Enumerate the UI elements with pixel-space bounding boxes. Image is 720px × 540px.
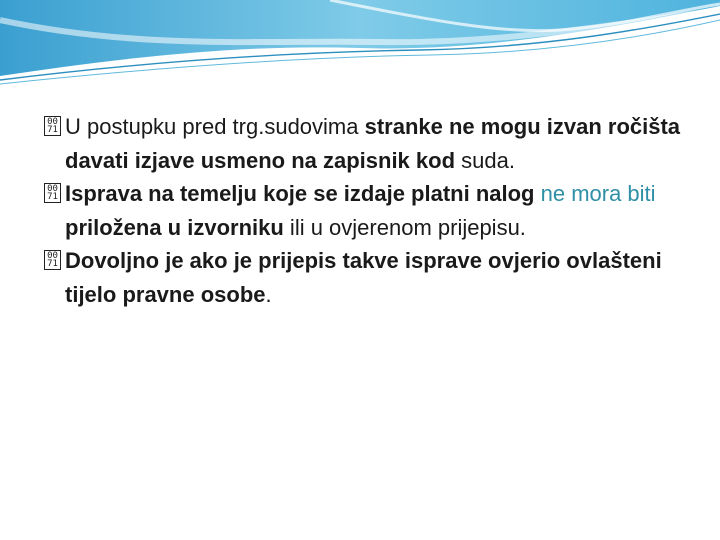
text-run-accent: ne mora biti <box>534 181 656 206</box>
bullet-paragraph-2 <box>44 177 684 244</box>
text-run-bold: stranke ne mogu izvan ročišta davati izjave usmeno na zapisnik kod <box>65 114 681 173</box>
text-run: ili u ovjerenom prijepisu. <box>283 214 526 240</box>
bullet-paragraph-3 <box>44 244 684 311</box>
text-run: . <box>265 281 272 307</box>
text-run-bold: priložena u izvorniku <box>65 214 284 240</box>
text-run: U postupku pred trg.sudovima <box>65 114 365 139</box>
text-run-bold: Isprava na temelju koje se izdaje platni nalog <box>65 181 535 206</box>
header-wave-decoration <box>0 0 720 90</box>
text-run-bold: Dovoljno je ako je prijepis takve isprave ovjerio ovlašteni tijelo pravne osobe <box>65 248 662 307</box>
missing-glyph-box-icon: 00 71 <box>44 183 61 203</box>
slide-body <box>44 110 684 311</box>
text-run: suda. <box>455 147 515 173</box>
missing-glyph-box-icon: 00 71 <box>44 250 61 270</box>
missing-glyph-box-icon: 00 71 <box>44 116 61 136</box>
bullet-paragraph-1 <box>44 110 684 177</box>
